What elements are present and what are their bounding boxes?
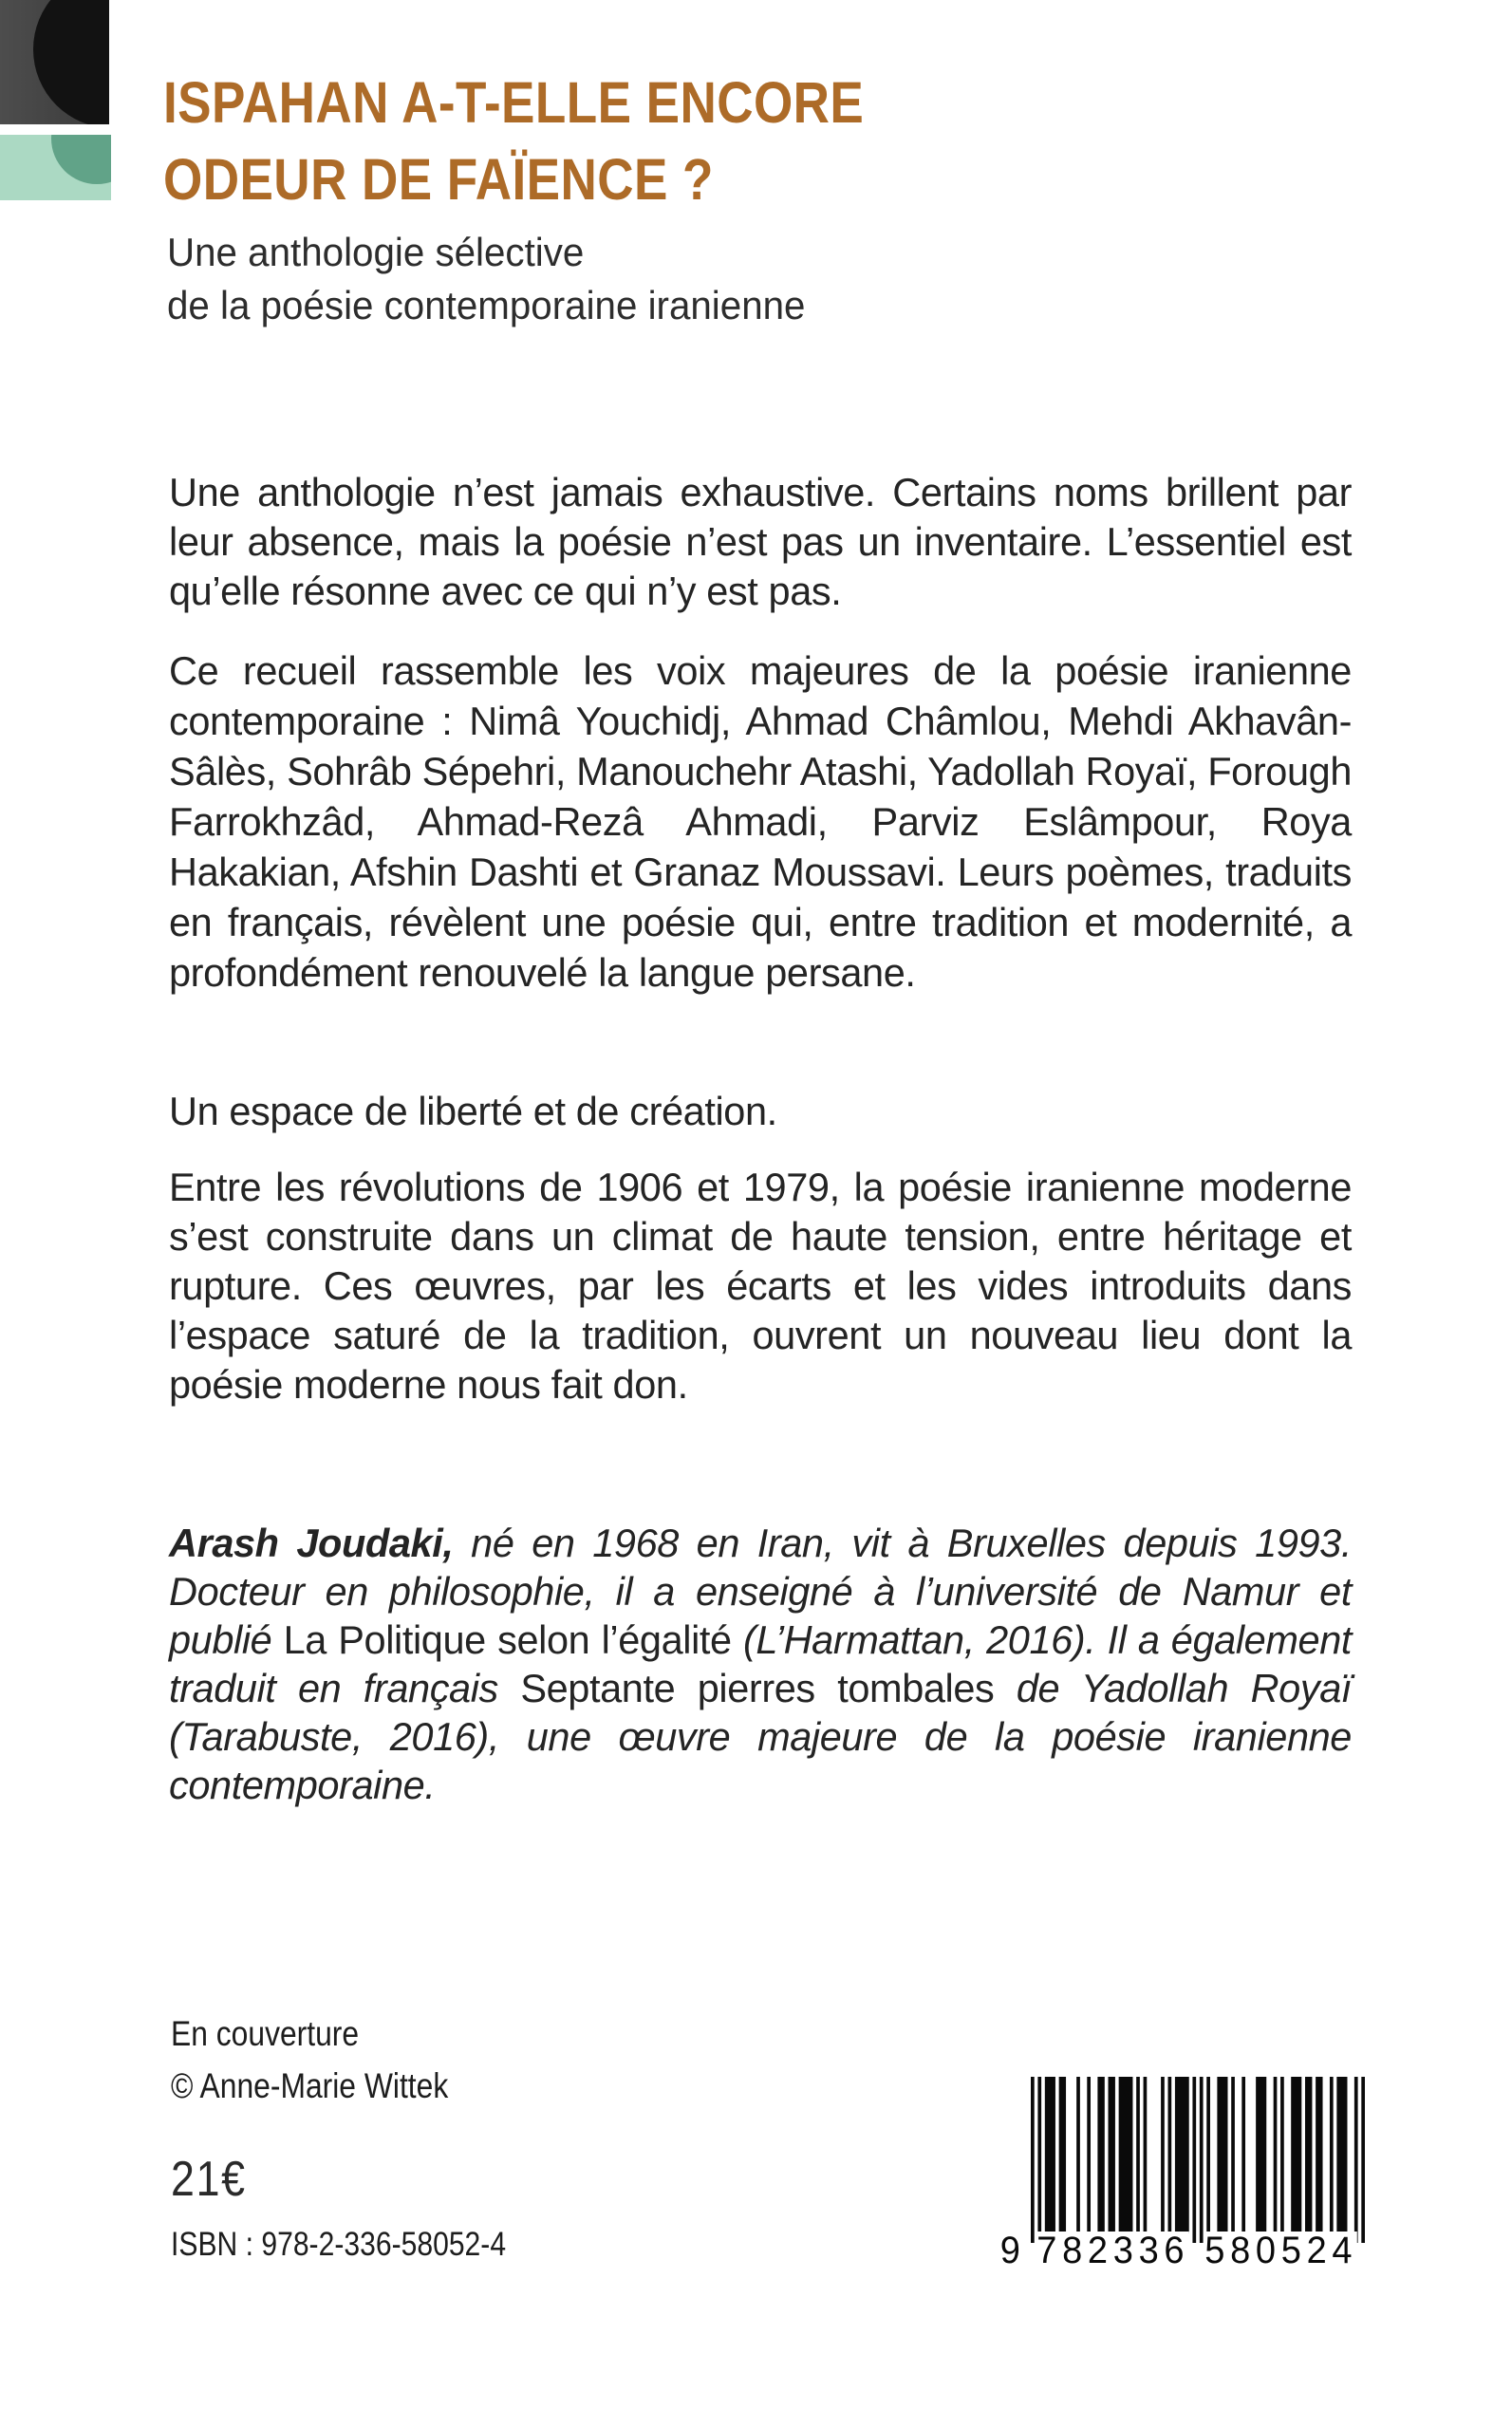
bio-run: né en 1968 en Iran, vit à Bruxelles depuis 1993. Docteur en philosophie, il a enseigné à l’université de Namur et publié [169, 1521, 1352, 1662]
tile-gray [0, 0, 119, 128]
barcode [999, 2077, 1365, 2271]
barcode-digit-group: 9 [999, 2230, 1026, 2271]
bio-run: La Politique selon l’égalité [283, 1617, 732, 1662]
isbn: ISBN : 978-2-336-58052-4 [171, 2226, 507, 2263]
bio-run: de Yadollah Royaï (Tarabuste, 2016), une œuvre majeure de la poésie iranienne contemporaine. [169, 1666, 1353, 1807]
bio-run: Septante pierres tombales [520, 1666, 995, 1710]
title-line-2: ODEUR DE FAÏENCE ? [163, 147, 714, 212]
barcode-bars [1031, 2077, 1365, 2243]
page-title [163, 65, 969, 218]
bio-run: (L’Harmattan, 2016). Il a également traduit en français [169, 1617, 1353, 1710]
price: 21€ [171, 2152, 247, 2207]
author-bio [169, 1519, 1352, 1809]
subtitle-line-2: de la poésie contemporaine iranienne [167, 283, 806, 327]
cover-art-tiles [0, 0, 119, 207]
title-line-1: ISPAHAN A-T-ELLE ENCORE [163, 70, 865, 135]
barcode-digit-group: 580524 [1204, 2230, 1357, 2271]
cover-credit [171, 2008, 494, 2112]
subtitle-line-1: Une anthologie sélective [167, 230, 585, 274]
subtitle [167, 226, 832, 332]
paragraph-freedom: Un espace de liberté et de création. [169, 1089, 777, 1133]
bio-run: Arash Joudaki, [169, 1521, 454, 1565]
paragraph-poets: Ce recueil rassemble les voix majeures de la poésie iranienne contemporaine : Nimâ Youchidj, Ahmad Châmlou, Mehdi Akhavân-Sâlès, Sohrâb Sépehri, Manouchehr Atashi, Yadollah Royaï, Forough Farrokhzâd, Ahmad-Rezâ Ahmadi, Parviz Eslâmpour, Roya Hakakian, Afshin Dashti et Granaz Moussavi. Leurs poèmes, traduits en français, révèlent une poésie qui, entre tradition et modernité, a profondément renouvelé la langue persane. [169, 648, 1352, 995]
cover-credit-name: © Anne-Marie Wittek [171, 2066, 449, 2105]
cover-credit-label: En couverture [171, 2014, 360, 2053]
paragraph-intro: Une anthologie n’est jamais exhaustive. Certains noms brillent par leur absence, mais la poésie n’est pas un inventaire. L’essentiel est qu’elle résonne avec ce qui n’y est pas. [169, 470, 1352, 613]
barcode-digits [999, 2232, 1361, 2269]
barcode-digit-group: 782336 [1036, 2230, 1190, 2271]
paragraph-revolutions: Entre les révolutions de 1906 et 1979, la poésie iranienne moderne s’est construite dans un climat de haute tension, entre héritage et rupture. Ces œuvres, par les écarts et les vides introduits dans l’espace saturé de la tradition, ouvrent un nouveau lieu dont la poésie moderne nous fait don. [169, 1165, 1352, 1407]
